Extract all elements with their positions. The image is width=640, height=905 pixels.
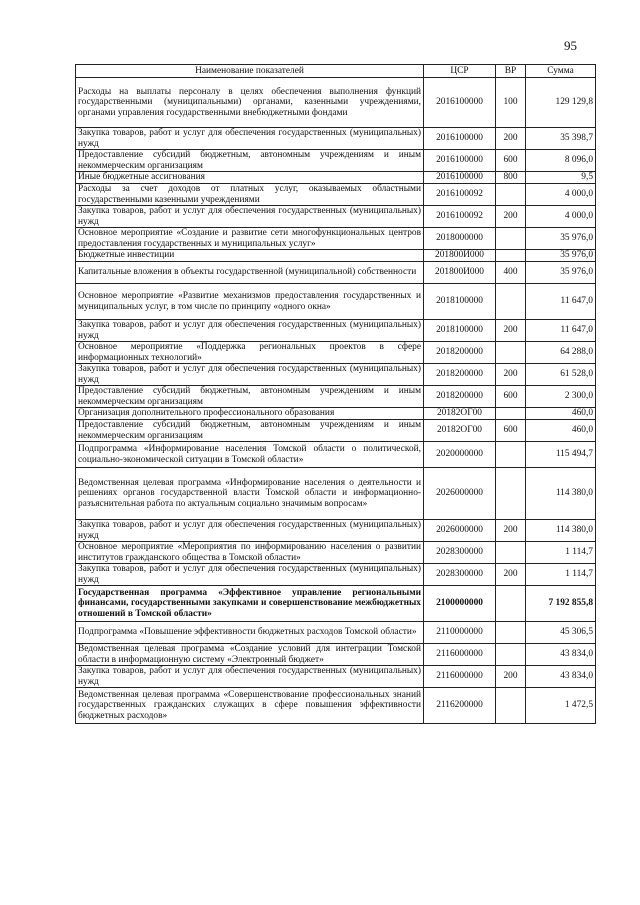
- table-row: [76, 520, 596, 542]
- column-header-sum: Сумма: [526, 65, 596, 78]
- cell-csr: 2018000000: [424, 228, 496, 250]
- cell-name: Основное мероприятие «Поддержка региональных проектов в сфере информационных технологий»: [76, 342, 424, 364]
- cell-csr: 2100000000: [424, 586, 496, 622]
- table-row: [76, 622, 596, 644]
- cell-csr: 2026000000: [424, 520, 496, 542]
- cell-csr: 2016100000: [424, 128, 496, 150]
- cell-csr: 2016100000: [424, 150, 496, 172]
- table-row: [76, 666, 596, 688]
- cell-vr: [496, 644, 526, 666]
- table-row: [76, 420, 596, 442]
- cell-vr: 100: [496, 78, 526, 128]
- column-header-vr: ВР: [496, 65, 526, 78]
- cell-vr: [496, 408, 526, 420]
- cell-vr: 600: [496, 420, 526, 442]
- cell-csr: 2018100000: [424, 320, 496, 342]
- cell-name: Ведомственная целевая программа «Совершенствование профессиональных знаний государственных гражданских служащих в сфере повышения эффективности бюджетных расходов»: [76, 688, 424, 724]
- cell-vr: 200: [496, 128, 526, 150]
- cell-csr: 2116000000: [424, 644, 496, 666]
- table-row: [76, 320, 596, 342]
- cell-sum: 35 976,0: [526, 228, 596, 250]
- cell-csr: 201800И000: [424, 250, 496, 262]
- cell-vr: [496, 284, 526, 320]
- cell-csr: 2018200000: [424, 342, 496, 364]
- cell-sum: 460,0: [526, 408, 596, 420]
- table-row: [76, 342, 596, 364]
- cell-csr: 2018200000: [424, 386, 496, 408]
- cell-vr: 200: [496, 364, 526, 386]
- table-row: [76, 78, 596, 128]
- cell-name: Закупка товаров, работ и услуг для обеспечения государственных (муниципальных) нужд: [76, 666, 424, 688]
- table-row: [76, 364, 596, 386]
- table-row: [76, 408, 596, 420]
- table-row: [76, 688, 596, 724]
- cell-vr: 600: [496, 150, 526, 172]
- cell-sum: 43 834,0: [526, 644, 596, 666]
- table-row: [76, 386, 596, 408]
- table-row: [76, 172, 596, 184]
- table-row: [76, 564, 596, 586]
- cell-sum: 2 300,0: [526, 386, 596, 408]
- cell-vr: [496, 542, 526, 564]
- cell-name: Закупка товаров, работ и услуг для обеспечения государственных (муниципальных) нужд: [76, 364, 424, 386]
- cell-csr: 2018100000: [424, 284, 496, 320]
- cell-sum: 43 834,0: [526, 666, 596, 688]
- cell-sum: 61 528,0: [526, 364, 596, 386]
- cell-name: Ведомственная целевая программа «Информирование населения о деятельности и решениях органов государственной власти Томской области и информационно-разъяснительная работа по актуальным социально значимым вопросам»: [76, 468, 424, 520]
- cell-sum: 35 976,0: [526, 262, 596, 284]
- cell-name: Закупка товаров, работ и услуг для обеспечения государственных (муниципальных) нужд: [76, 520, 424, 542]
- cell-vr: 200: [496, 206, 526, 228]
- cell-csr: 2016100092: [424, 184, 496, 206]
- table-row: [76, 228, 596, 250]
- table-row: [76, 586, 596, 622]
- cell-csr: 20182ОГ00: [424, 408, 496, 420]
- cell-csr: 2028300000: [424, 542, 496, 564]
- cell-sum: 1 114,7: [526, 542, 596, 564]
- cell-name: Бюджетные инвестиции: [76, 250, 424, 262]
- cell-name: Предоставление субсидий бюджетным, автономным учреждениям и иным некоммерческим организациям: [76, 420, 424, 442]
- table-row: [76, 644, 596, 666]
- cell-name: Основное мероприятие «Развитие механизмов предоставления государственных и муниципальных услуг, в том числе по принципу «одного окна»: [76, 284, 424, 320]
- cell-vr: 400: [496, 262, 526, 284]
- cell-sum: 9,5: [526, 172, 596, 184]
- cell-sum: 1 472,5: [526, 688, 596, 724]
- cell-name: Предоставление субсидий бюджетным, автономным учреждениям и иным некоммерческим организациям: [76, 150, 424, 172]
- cell-sum: 11 647,0: [526, 320, 596, 342]
- cell-name: Основное мероприятие «Создание и развитие сети многофункциональных центров предоставления государственных и муниципальных услуг»: [76, 228, 424, 250]
- table-header-row: [76, 65, 596, 78]
- cell-vr: 800: [496, 172, 526, 184]
- cell-csr: 2016100092: [424, 206, 496, 228]
- table-row: [76, 150, 596, 172]
- cell-sum: 114 380,0: [526, 468, 596, 520]
- table-row: [76, 284, 596, 320]
- cell-csr: 2016100000: [424, 172, 496, 184]
- cell-name: Закупка товаров, работ и услуг для обеспечения государственных (муниципальных) нужд: [76, 320, 424, 342]
- cell-sum: 45 306,5: [526, 622, 596, 644]
- cell-name: Подпрограмма «Информирование населения Томской области о политической, социально-экономической ситуации в Томской области»: [76, 442, 424, 468]
- cell-name: Ведомственная целевая программа «Создание условий для интеграции Томской области в информационную систему «Электронный бюджет»: [76, 644, 424, 666]
- cell-csr: 2016100000: [424, 78, 496, 128]
- budget-table: [75, 64, 596, 724]
- table-row: [76, 468, 596, 520]
- cell-csr: 2026000000: [424, 468, 496, 520]
- cell-vr: 200: [496, 564, 526, 586]
- cell-sum: 35 398,7: [526, 128, 596, 150]
- cell-sum: 115 494,7: [526, 442, 596, 468]
- cell-sum: 35 976,0: [526, 250, 596, 262]
- cell-vr: 200: [496, 520, 526, 542]
- cell-sum: 114 380,0: [526, 520, 596, 542]
- cell-name: Закупка товаров, работ и услуг для обеспечения государственных (муниципальных) нужд: [76, 206, 424, 228]
- cell-sum: 129 129,8: [526, 78, 596, 128]
- cell-name: Организация дополнительного профессионального образования: [76, 408, 424, 420]
- page-number: 95: [564, 38, 577, 53]
- cell-name: Закупка товаров, работ и услуг для обеспечения государственных (муниципальных) нужд: [76, 564, 424, 586]
- cell-vr: [496, 184, 526, 206]
- cell-vr: [496, 622, 526, 644]
- cell-name: Предоставление субсидий бюджетным, автономным учреждениям и иным некоммерческим организациям: [76, 386, 424, 408]
- cell-name: Капитальные вложения в объекты государственной (муниципальной) собственности: [76, 262, 424, 284]
- cell-sum: 4 000,0: [526, 184, 596, 206]
- cell-sum: 460,0: [526, 420, 596, 442]
- table-row: [76, 262, 596, 284]
- cell-name: Государственная программа «Эффективное управление региональными финансами, государственными закупками и совершенствование межбюджетных отношений в Томской области»: [76, 586, 424, 622]
- cell-vr: [496, 342, 526, 364]
- table-row: [76, 206, 596, 228]
- table-body: [76, 78, 596, 724]
- table-row: [76, 184, 596, 206]
- cell-name: Расходы на выплаты персоналу в целях обеспечения выполнения функций государственными (муниципальными) органами, казенными учреждениями, органами управления государственными внебюджетными фондами: [76, 78, 424, 128]
- cell-csr: 2028300000: [424, 564, 496, 586]
- cell-csr: 201800И000: [424, 262, 496, 284]
- cell-sum: 7 192 855,8: [526, 586, 596, 622]
- column-header-csr: ЦСР: [424, 65, 496, 78]
- cell-sum: 64 288,0: [526, 342, 596, 364]
- cell-vr: [496, 250, 526, 262]
- cell-name: Иные бюджетные ассигнования: [76, 172, 424, 184]
- table-row: [76, 250, 596, 262]
- cell-name: Подпрограмма «Повышение эффективности бюджетных расходов Томской области»: [76, 622, 424, 644]
- cell-sum: 1 114,7: [526, 564, 596, 586]
- cell-csr: 20182ОГ00: [424, 420, 496, 442]
- cell-name: Основное мероприятие «Мероприятия по информированию населения о развитии институтов гражданского общества в Томской области»: [76, 542, 424, 564]
- cell-name: Расходы за счет доходов от платных услуг, оказываемых областными государственными казенными учреждениями: [76, 184, 424, 206]
- cell-sum: 8 096,0: [526, 150, 596, 172]
- column-header-name: Наименование показателей: [76, 65, 424, 78]
- cell-vr: 200: [496, 666, 526, 688]
- cell-csr: 2018200000: [424, 364, 496, 386]
- cell-sum: 4 000,0: [526, 206, 596, 228]
- cell-vr: [496, 442, 526, 468]
- cell-csr: 2116200000: [424, 688, 496, 724]
- cell-vr: [496, 468, 526, 520]
- cell-csr: 2110000000: [424, 622, 496, 644]
- table-row: [76, 442, 596, 468]
- cell-vr: [496, 586, 526, 622]
- cell-csr: 2116000000: [424, 666, 496, 688]
- cell-name: Закупка товаров, работ и услуг для обеспечения государственных (муниципальных) нужд: [76, 128, 424, 150]
- cell-csr: 2020000000: [424, 442, 496, 468]
- cell-vr: [496, 228, 526, 250]
- table-row: [76, 542, 596, 564]
- cell-vr: [496, 688, 526, 724]
- cell-vr: 200: [496, 320, 526, 342]
- cell-vr: 600: [496, 386, 526, 408]
- table-row: [76, 128, 596, 150]
- cell-sum: 11 647,0: [526, 284, 596, 320]
